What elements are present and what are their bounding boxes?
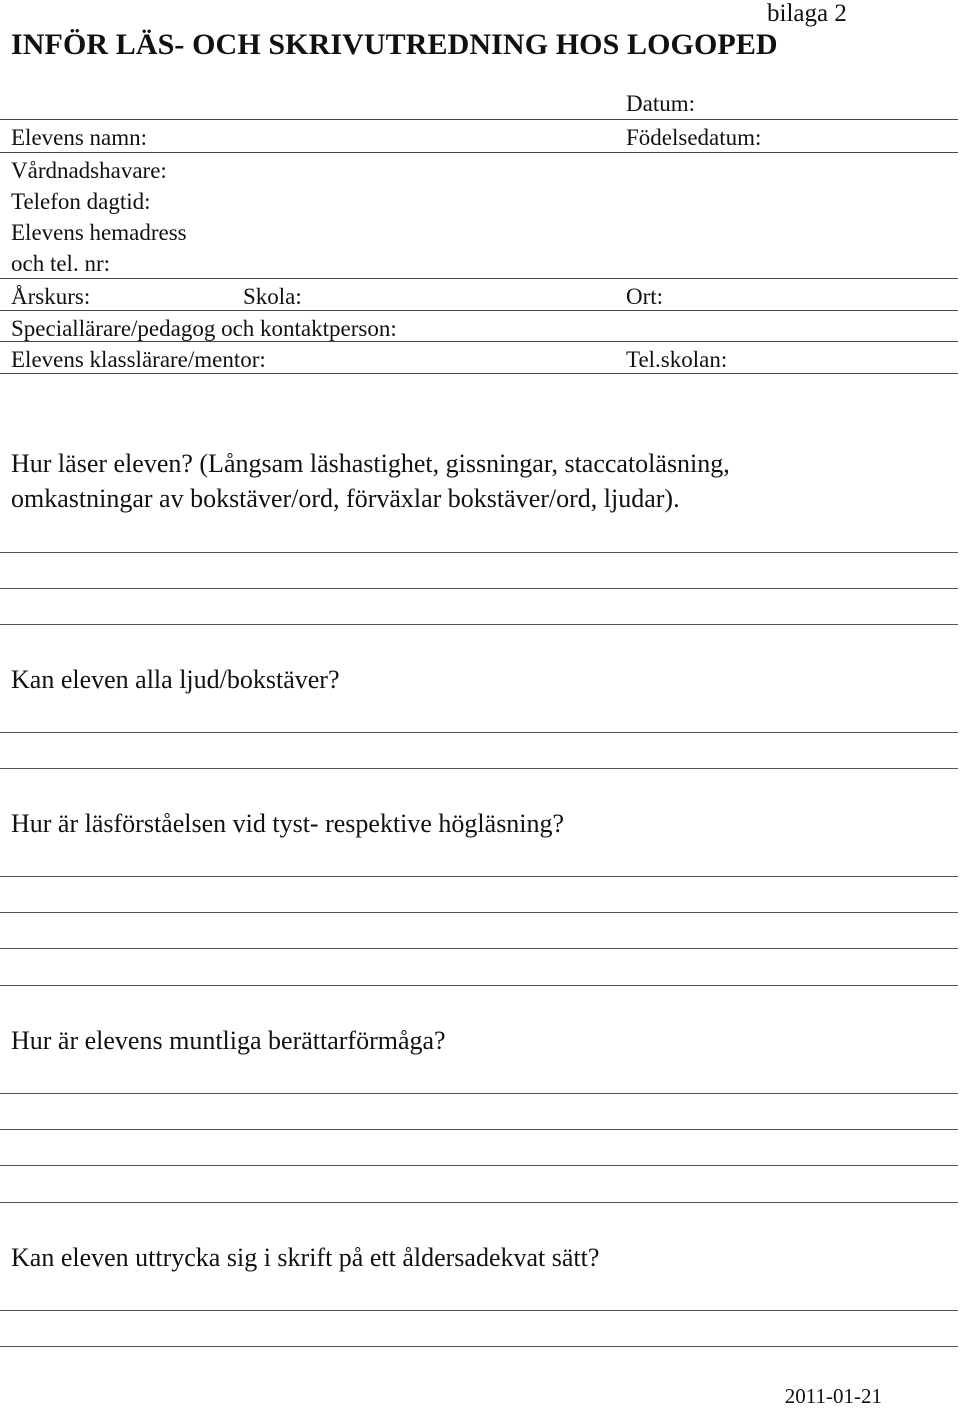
grade-field-line[interactable] (0, 310, 958, 311)
school-label: Skola: (243, 284, 302, 309)
page-title: INFÖR LÄS- OCH SKRIVUTREDNING HOS LOGOPED (11, 28, 778, 61)
birthdate-label: Födelsedatum: (626, 125, 762, 150)
answer-line[interactable] (0, 624, 958, 625)
answer-line[interactable] (0, 552, 958, 553)
answer-line[interactable] (0, 985, 958, 986)
answer-line[interactable] (0, 1346, 958, 1347)
class-teacher-field-line[interactable] (0, 373, 958, 374)
grade-label: Årskurs: (11, 284, 91, 309)
special-teacher-label: Speciallärare/pedagog och kontaktperson: (11, 316, 397, 341)
answer-line[interactable] (0, 1310, 958, 1311)
address-field-line[interactable] (0, 278, 958, 279)
answer-line[interactable] (0, 732, 958, 733)
answer-line[interactable] (0, 948, 958, 949)
question-sounds-letters: Kan eleven alla ljud/bokstäver? (11, 665, 340, 694)
school-phone-label: Tel.skolan: (626, 347, 728, 372)
attachment-label: bilaga 2 (767, 0, 847, 27)
answer-line[interactable] (0, 912, 958, 913)
class-teacher-label: Elevens klasslärare/mentor: (11, 347, 266, 372)
answer-line[interactable] (0, 768, 958, 769)
question-reading-line-2: omkastningar av bokstäver/ord, förväxlar bokstäver/ord, ljudar). (11, 484, 680, 513)
date-field-line[interactable] (0, 119, 958, 120)
answer-line[interactable] (0, 1093, 958, 1094)
student-name-label: Elevens namn: (11, 125, 148, 150)
home-address-label: Elevens hemadress (11, 220, 187, 245)
answer-line[interactable] (0, 1202, 958, 1203)
special-teacher-field-line[interactable] (0, 341, 958, 342)
answer-line[interactable] (0, 876, 958, 877)
guardian-label: Vårdnadshavare: (11, 158, 167, 183)
home-address-phone-label: och tel. nr: (11, 251, 110, 276)
date-label: Datum: (626, 91, 695, 116)
question-written-expression: Kan eleven uttrycka sig i skrift på ett åldersadekvat sätt? (11, 1243, 600, 1272)
place-label: Ort: (626, 284, 664, 309)
document-date: 2011-01-21 (784, 1384, 882, 1408)
question-reading-line-1: Hur läser eleven? (Långsam läshastighet, gissningar, staccatoläsning, (11, 449, 730, 478)
answer-line[interactable] (0, 1129, 958, 1130)
name-field-line[interactable] (0, 152, 958, 153)
answer-line[interactable] (0, 588, 958, 589)
question-oral-narrative: Hur är elevens muntliga berättarförmåga? (11, 1026, 446, 1055)
phone-label: Telefon dagtid: (11, 189, 151, 214)
answer-line[interactable] (0, 1165, 958, 1166)
question-reading-comprehension: Hur är läsförståelsen vid tyst- respektive högläsning? (11, 809, 565, 838)
